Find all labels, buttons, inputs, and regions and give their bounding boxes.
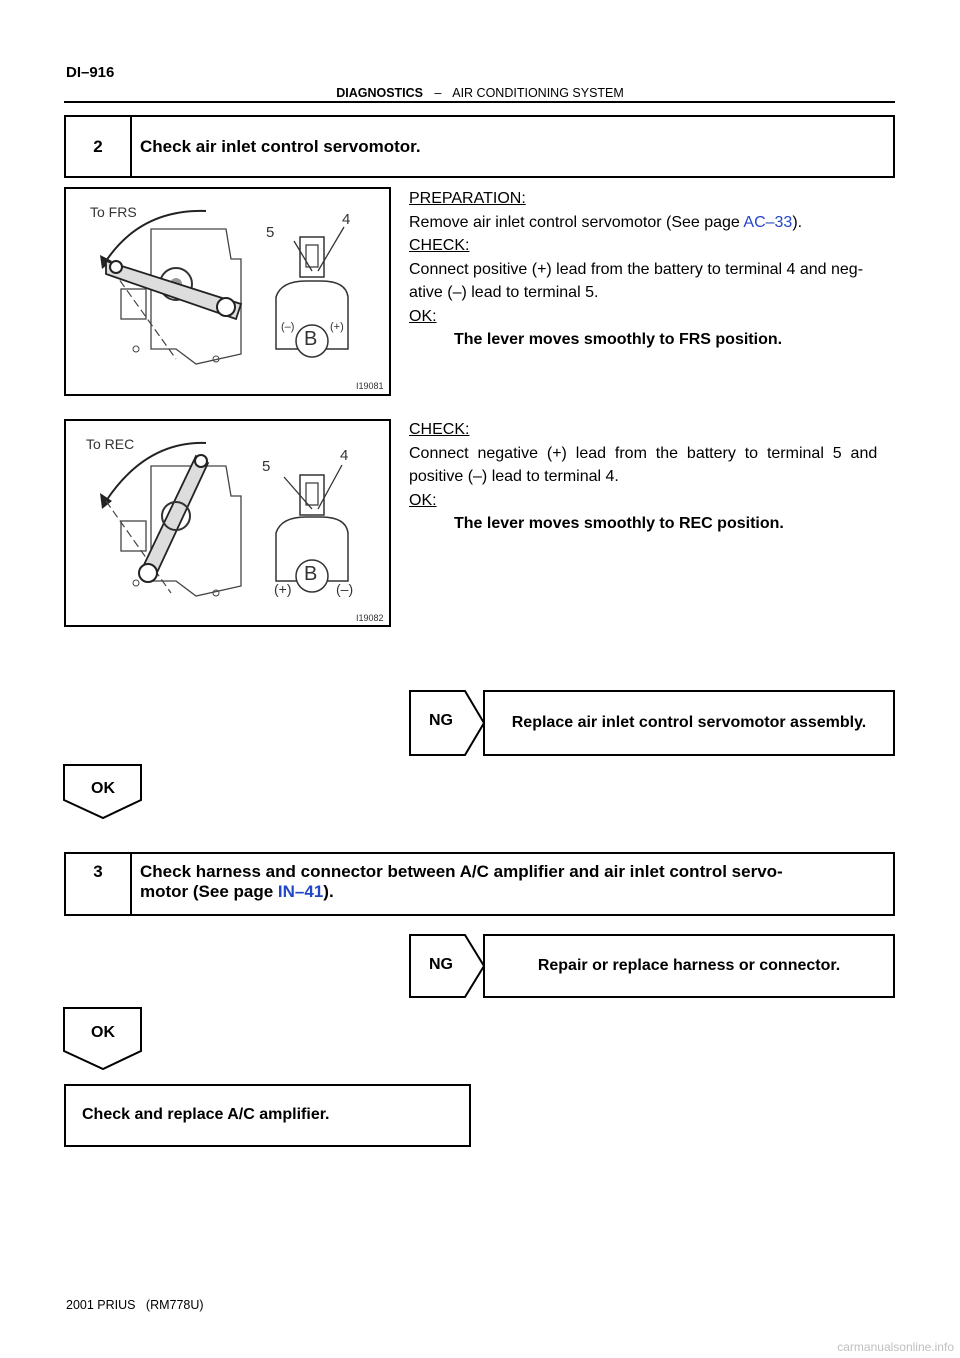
frs-direction-label: To FRS xyxy=(90,204,137,220)
watermark: carmanualsonline.info xyxy=(837,1340,954,1354)
battery-label: B xyxy=(304,328,318,350)
ng-action-2: Repair or replace harness or connector. xyxy=(483,934,895,998)
preparation-heading: PREPARATION: xyxy=(409,190,526,207)
ok-text-1: The lever moves smoothly to FRS position. xyxy=(454,331,783,348)
battery-neg-label: (–) xyxy=(336,581,354,597)
ng-label-1: NG xyxy=(429,712,453,729)
figure-id-2: I19082 xyxy=(356,613,384,623)
step-2-box xyxy=(64,115,895,178)
step-2-instructions-1 xyxy=(409,187,899,352)
check-text-1a: Connect positive (+) lead from the battery to terminal 4 and neg- xyxy=(409,260,864,278)
ok-heading-2: OK: xyxy=(409,491,437,509)
header-rule xyxy=(64,101,895,103)
terminal-4-label: 4 xyxy=(342,211,351,228)
link-ac-33[interactable]: AC–33 xyxy=(743,213,793,231)
figure-frs xyxy=(64,187,391,396)
footer-text: 2001 PRIUS (RM778U) xyxy=(66,1298,204,1312)
check-text-2a: Connect negative (+) lead from the battery to terminal 5 and xyxy=(409,444,878,462)
step-3-title: Check harness and connector between A/C amplifier and air inlet control servo- motor (See page IN–41). xyxy=(140,862,783,901)
figure-id-1: I19081 xyxy=(356,381,384,391)
step-2-number: 2 xyxy=(66,117,132,176)
ok-text-2: The lever moves smoothly to REC position. xyxy=(454,515,784,532)
figure-rec xyxy=(64,419,391,627)
terminal-5-label: 5 xyxy=(262,458,271,475)
final-action-text: Check and replace A/C amplifier. xyxy=(82,1106,330,1123)
battery-label: B xyxy=(304,563,318,585)
step-2-title: Check air inlet control servomotor. xyxy=(140,137,421,156)
subsection-title: AIR CONDITIONING SYSTEM xyxy=(452,86,624,100)
step-2-instructions-2 xyxy=(409,418,899,536)
final-action-box xyxy=(64,1084,471,1147)
ok-heading-1: OK: xyxy=(409,307,437,325)
check-text-2b: positive (–) lead to terminal 4. xyxy=(409,468,619,485)
ng-label-2: NG xyxy=(429,956,453,973)
ok-label-2: OK xyxy=(91,1024,115,1041)
check-text-1b: ative (–) lead to terminal 5. xyxy=(409,284,599,301)
battery-pos-label: (+) xyxy=(274,581,292,597)
terminal-5-label: 5 xyxy=(266,224,275,241)
ng-action-1: Replace air inlet control servomotor assembly. xyxy=(483,690,895,756)
check-heading-1: CHECK: xyxy=(409,237,470,254)
step-3-box xyxy=(64,852,895,916)
rec-direction-label: To REC xyxy=(86,436,135,452)
terminal-4-label: 4 xyxy=(340,447,349,464)
check-heading-2: CHECK: xyxy=(409,421,470,438)
page-code: DI–916 xyxy=(66,64,115,81)
section-header xyxy=(0,86,960,100)
preparation-text: Remove air inlet control servomotor (See page AC–33). xyxy=(409,213,803,231)
section-title: DIAGNOSTICS xyxy=(336,86,424,100)
link-in-41[interactable]: IN–41 xyxy=(277,882,324,901)
section-separator: – xyxy=(434,86,442,100)
battery-neg-label: (–) xyxy=(281,321,295,333)
battery-pos-label: (+) xyxy=(330,321,344,333)
ok-label-1: OK xyxy=(91,780,115,797)
step-3-number: 3 xyxy=(66,854,132,914)
